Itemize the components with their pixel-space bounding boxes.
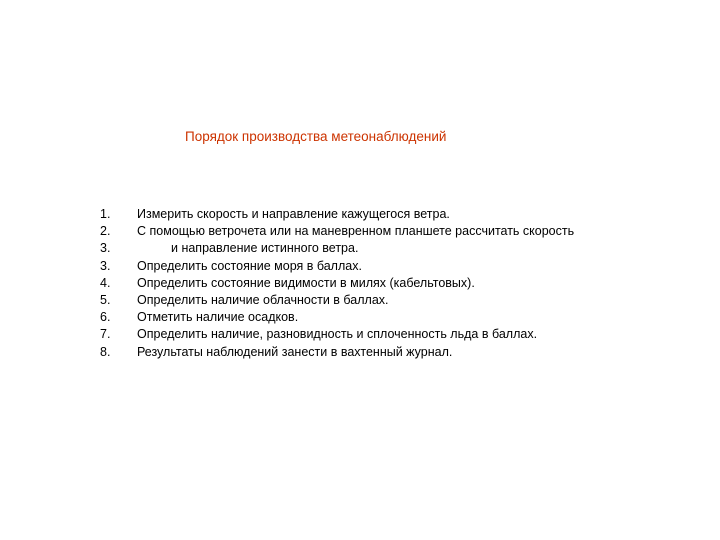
list-item — [100, 275, 574, 292]
item-text: и направление истинного ветра. — [171, 241, 359, 256]
item-text: С помощью ветрочета или на маневренном планшете рассчитать скорость — [137, 224, 575, 239]
item-number: 6. — [100, 310, 111, 325]
item-number: 2. — [100, 224, 111, 239]
item-number: 7. — [100, 327, 111, 342]
item-text: Определить наличие облачности в баллах. — [137, 292, 389, 307]
list-item — [100, 223, 574, 240]
item-text: Измерить скорость и направление кажущегося ветра. — [137, 207, 450, 221]
item-text: Определить состояние моря в баллах. — [137, 258, 362, 273]
list-item — [100, 206, 574, 223]
list-item — [100, 240, 574, 257]
list-item — [100, 344, 574, 361]
item-number: 8. — [100, 344, 111, 359]
item-text: Определить состояние видимости в милях (кабельтовых). — [137, 275, 475, 290]
item-text: Определить наличие, разновидность и сплоченность льда в баллах. — [137, 327, 538, 342]
list-item — [100, 326, 574, 343]
item-text: Отметить наличие осадков. — [137, 310, 299, 325]
item-number: 1. — [100, 207, 111, 221]
item-number: 5. — [100, 292, 111, 307]
item-number: 3. — [100, 258, 111, 273]
item-text: Результаты наблюдений занести в вахтенный журнал. — [137, 344, 453, 359]
list-item — [100, 258, 574, 275]
page-title: Порядок производства метеонаблюдений — [185, 129, 447, 144]
list-item — [100, 309, 574, 326]
item-number: 4. — [100, 275, 111, 290]
list-item — [100, 292, 574, 309]
procedure-list — [100, 206, 574, 361]
item-number: 3. — [100, 241, 111, 256]
